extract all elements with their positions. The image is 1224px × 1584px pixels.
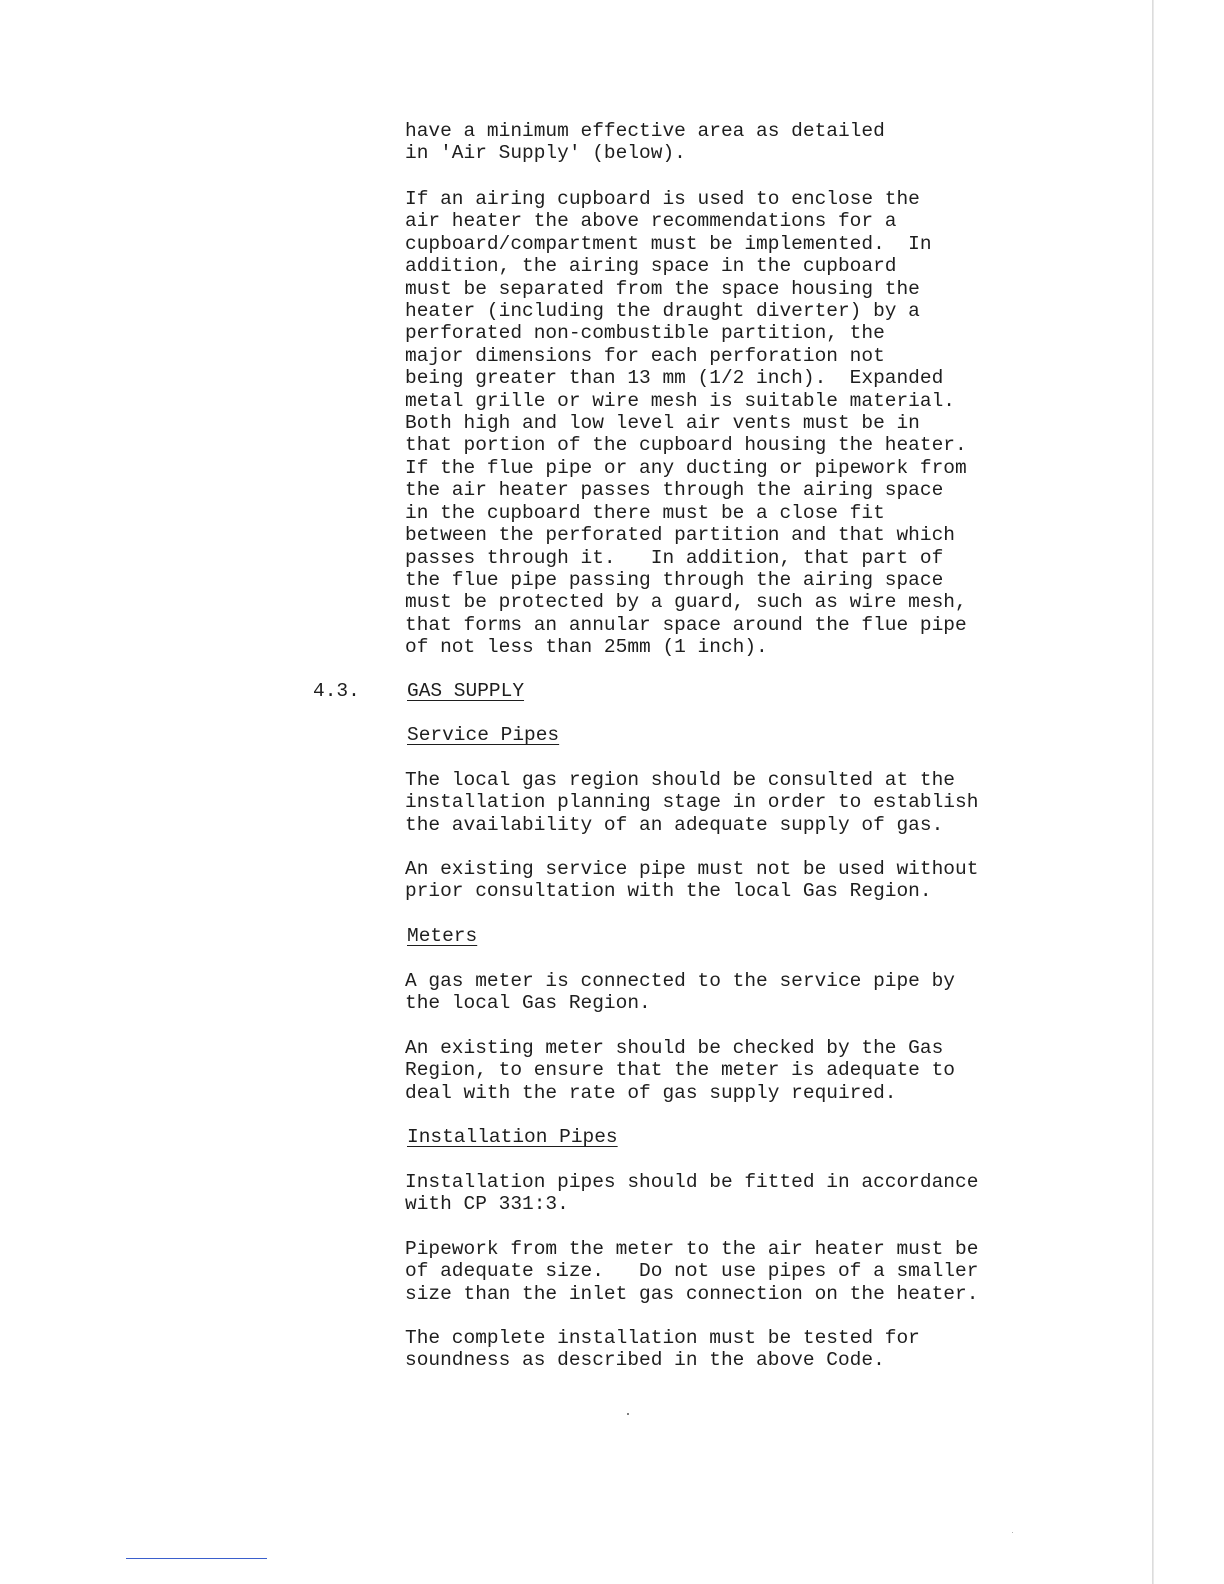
subheading-meters: Meters: [407, 925, 478, 947]
paragraph-testing: The complete installation must be tested for soundness as described in the above Code.: [405, 1327, 920, 1372]
page-edge-shadow: [1152, 0, 1154, 1584]
section-title: GAS SUPPLY: [407, 680, 525, 702]
paragraph-installation-pipes: Installation pipes should be fitted in accordance with CP 331:3.: [405, 1171, 979, 1216]
footnote-rule: [126, 1558, 267, 1559]
subheading-installation-pipes: Installation Pipes: [407, 1126, 618, 1148]
paragraph-existing-service-pipe: An existing service pipe must not be used without prior consultation with the local Gas Region.: [405, 858, 979, 903]
scan-speck: [627, 1413, 629, 1415]
paragraph-existing-meter: An existing meter should be checked by the Gas Region, to ensure that the meter is adequate to deal with the rate of gas supply required.: [405, 1037, 955, 1104]
paragraph-airing-cupboard: If an airing cupboard is used to enclose the air heater the above recommendations for a cupboard/compartment must be implemented. In addition, the airing space in the cupboard must be separated from the space housing the heater (including the draught diverter) by a perforated non-combustible partition, the major dimensions for each perforation not being greater than 13 mm (1/2 inch). Expanded metal grille or wire mesh is suitable material. Both high and low level air vents must be in that portion of the cupboard housing the heater. If the flue pipe or any ducting or pipework from the air heater passes through the airing space in the cupboard there must be a close fit between the perforated partition and that which passes through it. In addition, that part of the flue pipe passing through the airing space must be protected by a guard, such as wire mesh, that forms an annular space around the flue pipe of not less than 25mm (1 inch).: [405, 188, 967, 659]
scan-speck: [1012, 1532, 1013, 1533]
paragraph-pipework: Pipework from the meter to the air heater must be of adequate size. Do not use pipes of a smaller size than the inlet gas connection on the heater.: [405, 1238, 979, 1305]
subheading-service-pipes: Service Pipes: [407, 724, 560, 746]
paragraph-local-gas-region: The local gas region should be consulted at the installation planning stage in order to establish the availability of an adequate supply of gas.: [405, 769, 979, 836]
section-number: 4.3.: [313, 680, 360, 702]
paragraph-air-supply-ref: have a minimum effective area as detailed in 'Air Supply' (below).: [405, 120, 885, 165]
paragraph-gas-meter: A gas meter is connected to the service pipe by the local Gas Region.: [405, 970, 955, 1015]
